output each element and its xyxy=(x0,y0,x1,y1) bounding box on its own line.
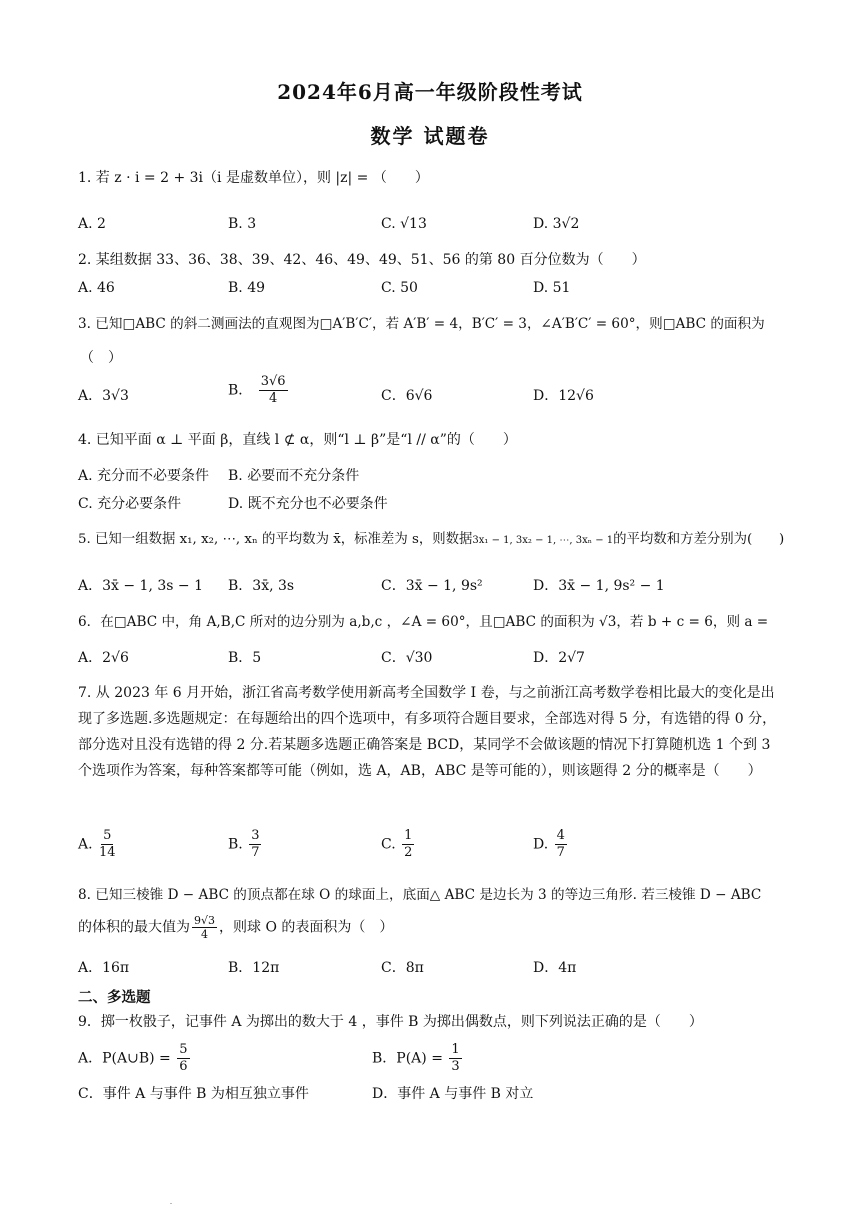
q9-option-d: D．事件 A 与事件 B 对立 xyxy=(372,1086,534,1102)
q7-option-a xyxy=(78,828,118,861)
q9-option-b-numerator: 1 xyxy=(451,1042,460,1057)
q3-option-b-numerator: 3√6 xyxy=(260,374,286,389)
q7-option-a-numerator: 5 xyxy=(103,828,112,843)
exam-title: 2024年6月高一年级阶段性考试 xyxy=(277,80,583,104)
q9-option-a-denominator: 6 xyxy=(179,1059,188,1074)
q8-stem-line1: 8. 已知三棱锥 D − ABC 的顶点都在球 O 的球面上，底面△ ABC 是边长为 3 的等边三角形. 若三棱锥 D − ABC xyxy=(78,887,762,903)
q6-option-d: D．2√7 xyxy=(533,650,585,666)
q3-stem: 3. 已知□ABC 的斜二测画法的直观图为□A′B′C′，若 A′B′ = 4，B′C′ = 3，∠A′B′C′ = 60°，则□ABC 的面积为 xyxy=(78,316,765,332)
q3-option-b xyxy=(228,374,290,407)
q8-option-d: D．4π xyxy=(533,960,577,976)
q3-option-a: A．3√3 xyxy=(78,388,129,404)
page-footer-mark xyxy=(170,1203,172,1204)
q1-option-b: B. 3 xyxy=(228,216,257,232)
q1-stem: 1. 若 z · i = 2 + 3i（i 是虚数单位），则 |z| = （ ） xyxy=(78,170,429,186)
q9-option-a-numerator: 5 xyxy=(179,1042,188,1057)
q5-stem-post: 的平均数和方差分别为( ) xyxy=(613,532,785,547)
q7-option-a-letter: A. xyxy=(78,836,93,853)
q2-stem: 2. 某组数据 33、36、38、39、42、46、49、49、51、56 的第 80 百分位数为（ ） xyxy=(78,252,646,268)
q7-option-b-denominator: 7 xyxy=(251,845,260,860)
q4-option-d: D. 既不充分也不必要条件 xyxy=(228,496,388,512)
q7-option-d-denominator: 7 xyxy=(556,845,565,860)
q9-option-a-pre: A．P(A∪B) = xyxy=(78,1050,171,1067)
q7-option-c-denominator: 2 xyxy=(404,845,413,860)
q7-option-c xyxy=(381,828,416,861)
q5-stem-data: 3x₁ − 1, 3x₂ − 1, ⋯, 3xₙ − 1 xyxy=(472,535,614,546)
q7-option-c-numerator: 1 xyxy=(404,828,413,843)
q8-volume-fraction xyxy=(192,914,217,941)
q6-stem: 6．在□ABC 中，角 A,B,C 所对的边分别为 a,b,c ，∠A = 60°，且□ABC 的面积为 √3，若 b + c = 6，则 a = xyxy=(78,614,769,630)
q6-option-a: A．2√6 xyxy=(78,650,129,666)
q7-option-a-fraction xyxy=(99,828,116,861)
q9-option-b-pre: B．P(A) = xyxy=(372,1050,443,1067)
q1-option-c: C. √13 xyxy=(381,216,427,232)
q7-option-b xyxy=(228,828,263,861)
q8-stem-line2 xyxy=(78,914,393,941)
q8-option-c: C．8π xyxy=(381,960,424,976)
q2-option-b: B. 49 xyxy=(228,280,266,296)
q7-option-b-fraction xyxy=(249,828,261,861)
q4-stem: 4. 已知平面 α ⊥ 平面 β，直线 l ⊄ α，则“l ⊥ β”是“l // α”的（ ） xyxy=(78,432,517,448)
q1-option-d: D. 3√2 xyxy=(533,216,580,232)
q8-volume-denominator: 4 xyxy=(201,928,208,941)
q9-option-b-denominator: 3 xyxy=(451,1059,460,1074)
q4-option-a: A. 充分而不必要条件 xyxy=(78,468,210,484)
q5-option-c: C．3x̄ − 1, 9s² xyxy=(381,578,483,594)
q8-option-b: B．12π xyxy=(228,960,280,976)
q2-option-c: C. 50 xyxy=(381,280,418,296)
q9-option-a xyxy=(78,1042,192,1075)
q5-option-a: A．3x̄ − 1, 3s − 1 xyxy=(78,578,203,594)
q7-option-b-letter: B. xyxy=(228,836,243,853)
q7-option-d-numerator: 4 xyxy=(556,828,565,843)
q6-option-b: B．5 xyxy=(228,650,262,666)
q8-volume-numerator: 9√3 xyxy=(194,914,216,927)
q7-option-d-letter: D. xyxy=(533,836,549,853)
q4-option-b: B. 必要而不充分条件 xyxy=(228,468,360,484)
q8-stem-pre: 的体积的最大值为 xyxy=(78,919,190,936)
q2-option-d: D. 51 xyxy=(533,280,571,296)
q7-option-d-fraction xyxy=(555,828,567,861)
q7-stem: 7. 从 2023 年 6 月开始，浙江省高考数学使用新高考全国数学 I 卷，与之前浙江高考数学卷相比最大的变化是出现了多选题.多选题规定：在每题给出的四个选项中，有多项符合题目要求，全部选对得 5 分，有选错的得 0 分，部分选对且没有选错的得 2 分.若某题多选题正确答案是 BCD，某同学不会做该题的情况下打算随机选 1 个到 3 个选项作为答案，每种答案都等可能（例如，选 A，AB，ABC 是等可能的），则该题得 2 分的概率是（ ） xyxy=(78,685,777,779)
q5-option-d: D．3x̄ − 1, 9s² − 1 xyxy=(533,578,665,594)
q5-option-b: B．3x̄, 3s xyxy=(228,578,295,594)
q6-option-c: C．√30 xyxy=(381,650,433,666)
q9-option-b xyxy=(372,1042,464,1075)
q3-option-b-denominator: 4 xyxy=(269,391,278,406)
q4-option-c: C. 充分必要条件 xyxy=(78,496,182,512)
q7-option-d xyxy=(533,828,569,861)
q3-option-b-fraction xyxy=(259,374,288,407)
q9-stem: 9．掷一枚骰子，记事件 A 为掷出的数大于 4 ，事件 B 为掷出偶数点，则下列说法正确的是（ ） xyxy=(78,1014,703,1030)
q7-option-b-numerator: 3 xyxy=(251,828,260,843)
q9-option-c: C．事件 A 与事件 B 为相互独立事件 xyxy=(78,1086,309,1102)
q3-paren: （ ） xyxy=(80,350,122,366)
q7-option-a-denominator: 14 xyxy=(99,845,116,860)
q3-option-d: D．12√6 xyxy=(533,388,594,404)
q1-option-a: A. 2 xyxy=(78,216,106,232)
q3-option-b-letter: B． xyxy=(228,382,253,399)
exam-subtitle: 数学 试题卷 xyxy=(370,124,490,148)
q7-option-c-fraction xyxy=(402,828,414,861)
q2-option-a: A. 46 xyxy=(78,280,115,296)
section-heading: 二、多选题 xyxy=(78,989,151,1006)
q5-stem xyxy=(78,530,784,551)
q8-stem-post: ，则球 O 的表面积为（ ） xyxy=(219,919,394,936)
q7-option-c-letter: C. xyxy=(381,836,396,853)
q5-stem-pre: 5. 已知一组数据 x₁, x₂, ⋯, xₙ 的平均数为 x̄，标准差为 s，则数据 xyxy=(78,532,473,547)
q8-option-a: A．16π xyxy=(78,960,130,976)
q9-option-a-fraction xyxy=(177,1042,189,1075)
q9-option-b-fraction xyxy=(449,1042,461,1075)
q3-option-c: C．6√6 xyxy=(381,388,433,404)
